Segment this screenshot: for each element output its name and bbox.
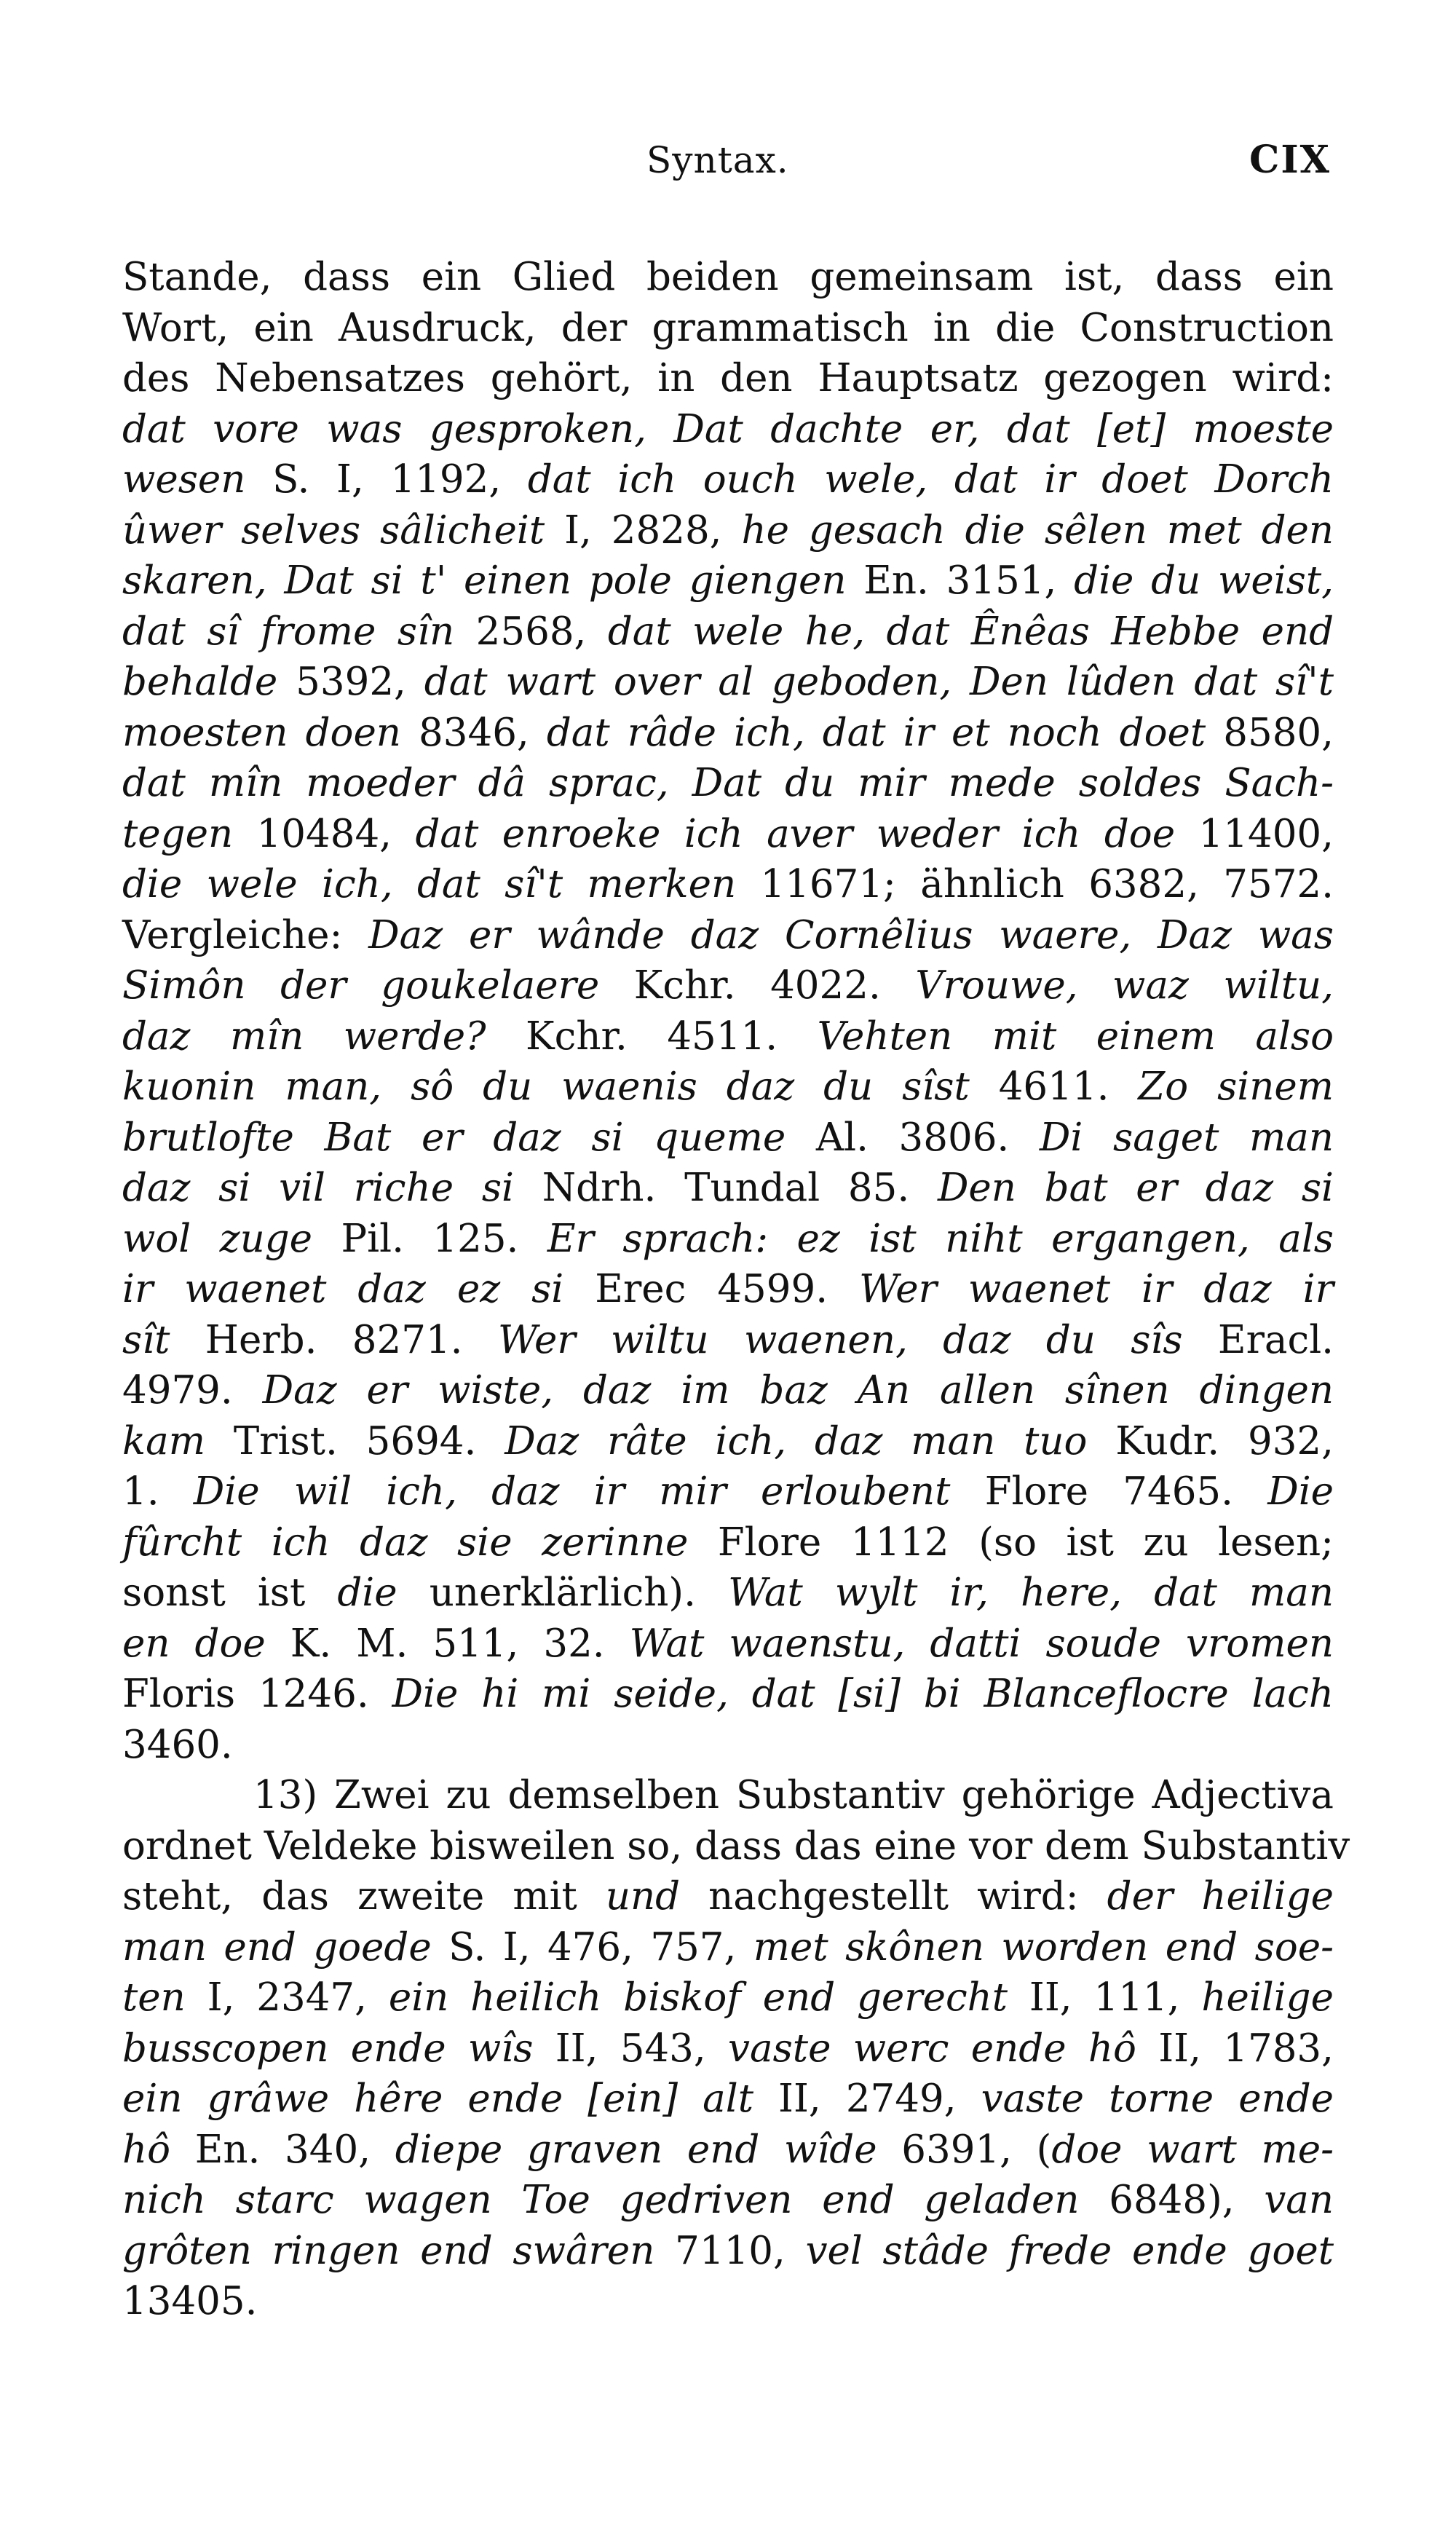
- italic-citation: und: [605, 1874, 681, 1919]
- text-run: 6391, (: [877, 2127, 1052, 2172]
- italic-citation: moesten doen: [122, 710, 401, 755]
- text-line: [122, 1770, 1334, 1821]
- italic-citation: Zo sinem: [1138, 1064, 1334, 1109]
- text-run: K. M. 511, 32.: [265, 1621, 630, 1666]
- italic-citation: Vrouwe, waz wiltu,: [915, 963, 1334, 1008]
- text-line: [122, 2276, 1334, 2327]
- text-run: S. I, 1192,: [245, 457, 528, 502]
- text-line: [122, 1619, 1334, 1670]
- text-line: [122, 404, 1334, 455]
- text-run: I, 2347,: [185, 1975, 389, 2020]
- text-run: II, 1783,: [1136, 2026, 1334, 2071]
- italic-citation: sît: [122, 1317, 170, 1362]
- italic-citation: nich starc wagen Toe gedriven end geladen: [122, 2178, 1080, 2222]
- text-line: [122, 960, 1334, 1011]
- text-run: En. 3151,: [846, 558, 1075, 603]
- italic-citation: kam: [122, 1418, 205, 1463]
- text-line: [122, 1972, 1334, 2023]
- text-run: I, 2828,: [545, 507, 742, 553]
- italic-citation: hô: [122, 2127, 171, 2172]
- italic-citation: Vehten mit einem also: [817, 1014, 1334, 1059]
- italic-citation: skaren, Dat si t' einen pole giengen: [122, 558, 847, 603]
- text-line: [122, 505, 1334, 556]
- italic-citation: dat râde ich, dat ir et noch doet: [546, 710, 1206, 755]
- text-run: Stande, dass ein Glied beiden gemeinsam ist, dass ein: [122, 255, 1334, 299]
- text-run: 4611.: [969, 1064, 1139, 1109]
- italic-citation: Wat waenstu, datti soude vromen: [629, 1621, 1334, 1666]
- italic-citation: dat sî frome sîn: [122, 609, 455, 654]
- text-line: [122, 2125, 1334, 2176]
- italic-citation: Daz râte ich, daz man tuo: [505, 1418, 1088, 1463]
- italic-citation: Wer waenet ir daz ir: [859, 1267, 1334, 1311]
- text-line: [122, 1821, 1350, 1872]
- text-run: Pil. 125.: [312, 1216, 547, 1261]
- italic-citation: met skônen worden end soe-: [753, 1924, 1334, 1970]
- italic-citation: tegen: [122, 811, 234, 856]
- italic-citation: der heilige: [1107, 1874, 1334, 1919]
- text-line: [122, 1922, 1334, 1973]
- text-line: [122, 1365, 1334, 1416]
- text-run: 8346,: [400, 710, 547, 755]
- text-line: [122, 2074, 1334, 2125]
- text-run: des Nebensatzes gehört, in den Hauptsatz gezogen wird:: [122, 356, 1334, 400]
- page-number: CIX: [1249, 138, 1331, 182]
- italic-citation: die du weist,: [1074, 558, 1334, 603]
- text-run: 2568,: [454, 609, 608, 654]
- italic-citation: dat wele he, dat Ênêas Hebbe end: [607, 609, 1334, 654]
- text-line: [122, 1720, 1334, 1771]
- italic-citation: dat wart over al geboden, Den lûden dat sî't: [424, 660, 1334, 704]
- text-run: 11400,: [1175, 811, 1334, 856]
- text-run: 4979.: [122, 1368, 263, 1413]
- text-line: [122, 910, 1334, 961]
- text-line: [122, 859, 1334, 910]
- italic-citation: grôten ringen end swâren: [122, 2228, 655, 2273]
- text-run: steht, das zweite mit: [122, 1874, 606, 1919]
- italic-citation: Er sprach: ez ist niht ergangen, als: [547, 1216, 1334, 1261]
- text-line: [122, 353, 1334, 404]
- italic-citation: Die: [1267, 1469, 1334, 1514]
- italic-citation: vaste torne ende: [981, 2077, 1334, 2121]
- italic-citation: Di saget man: [1039, 1115, 1334, 1160]
- text-line: [122, 556, 1334, 607]
- italic-citation: busscopen ende wîs: [122, 2026, 534, 2071]
- text-run: 13405.: [122, 2279, 258, 2323]
- text-run: II, 543,: [533, 2026, 729, 2071]
- text-run: S. I, 476, 757,: [431, 1924, 753, 1970]
- text-line: [122, 809, 1334, 860]
- italic-citation: ten: [122, 1975, 186, 2020]
- text-line: [122, 1466, 1334, 1517]
- italic-citation: Wer wiltu waenen, daz du sîs: [497, 1317, 1183, 1362]
- text-run: Flore 7465.: [950, 1469, 1268, 1514]
- text-run: Kchr. 4022.: [599, 963, 916, 1008]
- text-run: Vergleiche:: [122, 912, 369, 957]
- text-run: ordnet Veldeke bisweilen so, dass das eine vor dem Substantiv: [122, 1823, 1350, 1868]
- italic-citation: man end goede: [122, 1924, 432, 1970]
- text-line: [122, 657, 1334, 708]
- italic-citation: Daz er wiste, daz im baz An allen sînen dingen: [262, 1368, 1334, 1413]
- italic-citation: heilige: [1201, 1975, 1334, 2020]
- text-line: [122, 1113, 1334, 1164]
- text-run: Erec 4599.: [563, 1267, 860, 1311]
- text-run: II, 111,: [1008, 1975, 1202, 2020]
- text-run: Kudr. 932,: [1087, 1418, 1334, 1463]
- text-line: [122, 303, 1334, 354]
- italic-citation: kuonin man, sô du waenis daz du sîst: [122, 1064, 970, 1109]
- italic-citation: dat mîn moeder dâ sprac, Dat du mir mede soldes Sach-: [122, 761, 1334, 805]
- text-run: 11671; ähnlich 6382, 7572.: [736, 862, 1334, 906]
- italic-citation: die wele ich, dat sî't merken: [122, 862, 737, 906]
- text-line: [122, 252, 1334, 303]
- text-run: unerklärlich).: [397, 1571, 729, 1615]
- italic-citation: Den bat er daz si: [937, 1166, 1334, 1210]
- text-run: 1.: [122, 1469, 194, 1514]
- text-line: [122, 1669, 1334, 1720]
- text-run: 10484,: [233, 811, 416, 856]
- text-run: Herb. 8271.: [170, 1317, 498, 1362]
- italic-citation: wol zuge: [122, 1216, 313, 1261]
- text-run: Wort, ein Ausdruck, der grammatisch in die Construction: [122, 305, 1334, 350]
- italic-citation: wesen: [122, 457, 246, 502]
- text-line: [122, 1871, 1334, 1922]
- italic-citation: brutlofte Bat er daz si queme: [122, 1115, 786, 1160]
- italic-citation: ir waenet daz ez si: [122, 1267, 564, 1311]
- text-line: [122, 1163, 1334, 1214]
- text-line: [122, 1011, 1334, 1062]
- text-run: Ndrh. Tundal 85.: [514, 1166, 938, 1210]
- text-run: 13) Zwei zu demselben Substantiv gehörige Adjectiva: [253, 1773, 1334, 1817]
- italic-citation: ein heilich biskof end gerecht: [388, 1975, 1008, 2020]
- text-line: [122, 1062, 1334, 1113]
- text-run: 7110,: [654, 2228, 806, 2273]
- text-run: 5392,: [277, 660, 424, 704]
- italic-citation: ein grâwe hêre ende [ein] alt: [122, 2077, 753, 2121]
- text-run: Eracl.: [1182, 1317, 1334, 1362]
- text-line: [122, 1264, 1334, 1315]
- italic-citation: ûwer selves sâlicheit: [122, 507, 545, 553]
- text-line: [122, 708, 1334, 759]
- italic-citation: diepe graven end wîde: [395, 2127, 877, 2172]
- text-line: [122, 1517, 1334, 1568]
- italic-citation: he gesach die sêlen met den: [741, 507, 1334, 553]
- text-run: Floris 1246.: [122, 1672, 392, 1716]
- text-line: [122, 2226, 1334, 2277]
- text-line: [122, 607, 1334, 657]
- text-line: [122, 1416, 1334, 1467]
- text-run: Trist. 5694.: [205, 1418, 505, 1463]
- text-run: 3460.: [122, 1722, 233, 1767]
- text-line: [122, 2023, 1334, 2074]
- running-head-title: Syntax.: [646, 139, 789, 181]
- italic-citation: die: [337, 1571, 397, 1615]
- italic-citation: Daz er wânde daz Cornêlius waere, Daz was: [368, 912, 1334, 957]
- italic-citation: dat enroeke ich aver weder ich doe: [415, 811, 1176, 856]
- text-line: [122, 758, 1334, 809]
- text-run: II, 2749,: [753, 2077, 981, 2121]
- body-text: [122, 252, 1350, 2327]
- italic-citation: doe wart me-: [1051, 2127, 1334, 2172]
- text-line: [122, 1214, 1334, 1265]
- italic-citation: dat vore was gesproken, Dat dachte er, dat [et] moeste: [122, 406, 1334, 451]
- italic-citation: vel stâde frede ende goet: [805, 2228, 1334, 2273]
- text-run: nachgestellt wird:: [680, 1874, 1107, 1919]
- italic-citation: daz mîn werde?: [122, 1014, 486, 1059]
- italic-citation: Die wil ich, daz ir mir erloubent: [193, 1469, 951, 1514]
- text-line: [122, 1315, 1334, 1366]
- italic-citation: Wat wylt ir, here, dat man: [728, 1571, 1334, 1615]
- italic-citation: van: [1264, 2178, 1334, 2222]
- italic-citation: fûrcht ich daz sie zerinne: [122, 1520, 689, 1565]
- italic-citation: Die hi mi seide, dat [si] bi Blanceflocre lach: [392, 1672, 1334, 1716]
- italic-citation: behalde: [122, 660, 278, 704]
- italic-citation: vaste werc ende hô: [728, 2026, 1136, 2071]
- italic-citation: daz si vil riche si: [122, 1166, 514, 1210]
- text-run: 6848),: [1079, 2178, 1265, 2222]
- text-line: [122, 1568, 1334, 1619]
- italic-citation: dat ich ouch wele, dat ir doet Dorch: [527, 457, 1334, 502]
- text-run: En. 340,: [170, 2127, 395, 2172]
- text-run: Kchr. 4511.: [486, 1014, 818, 1059]
- text-run: Flore 1112 (so ist zu lesen;: [688, 1520, 1334, 1565]
- text-run: 8580,: [1206, 710, 1334, 755]
- italic-citation: en doe: [122, 1621, 266, 1666]
- text-line: [122, 454, 1334, 505]
- text-run: sonst ist: [122, 1571, 338, 1615]
- text-line: [122, 2175, 1334, 2226]
- running-head: [0, 131, 1456, 189]
- text-run: Al. 3806.: [786, 1115, 1040, 1160]
- italic-citation: Simôn der goukelaere: [122, 963, 600, 1008]
